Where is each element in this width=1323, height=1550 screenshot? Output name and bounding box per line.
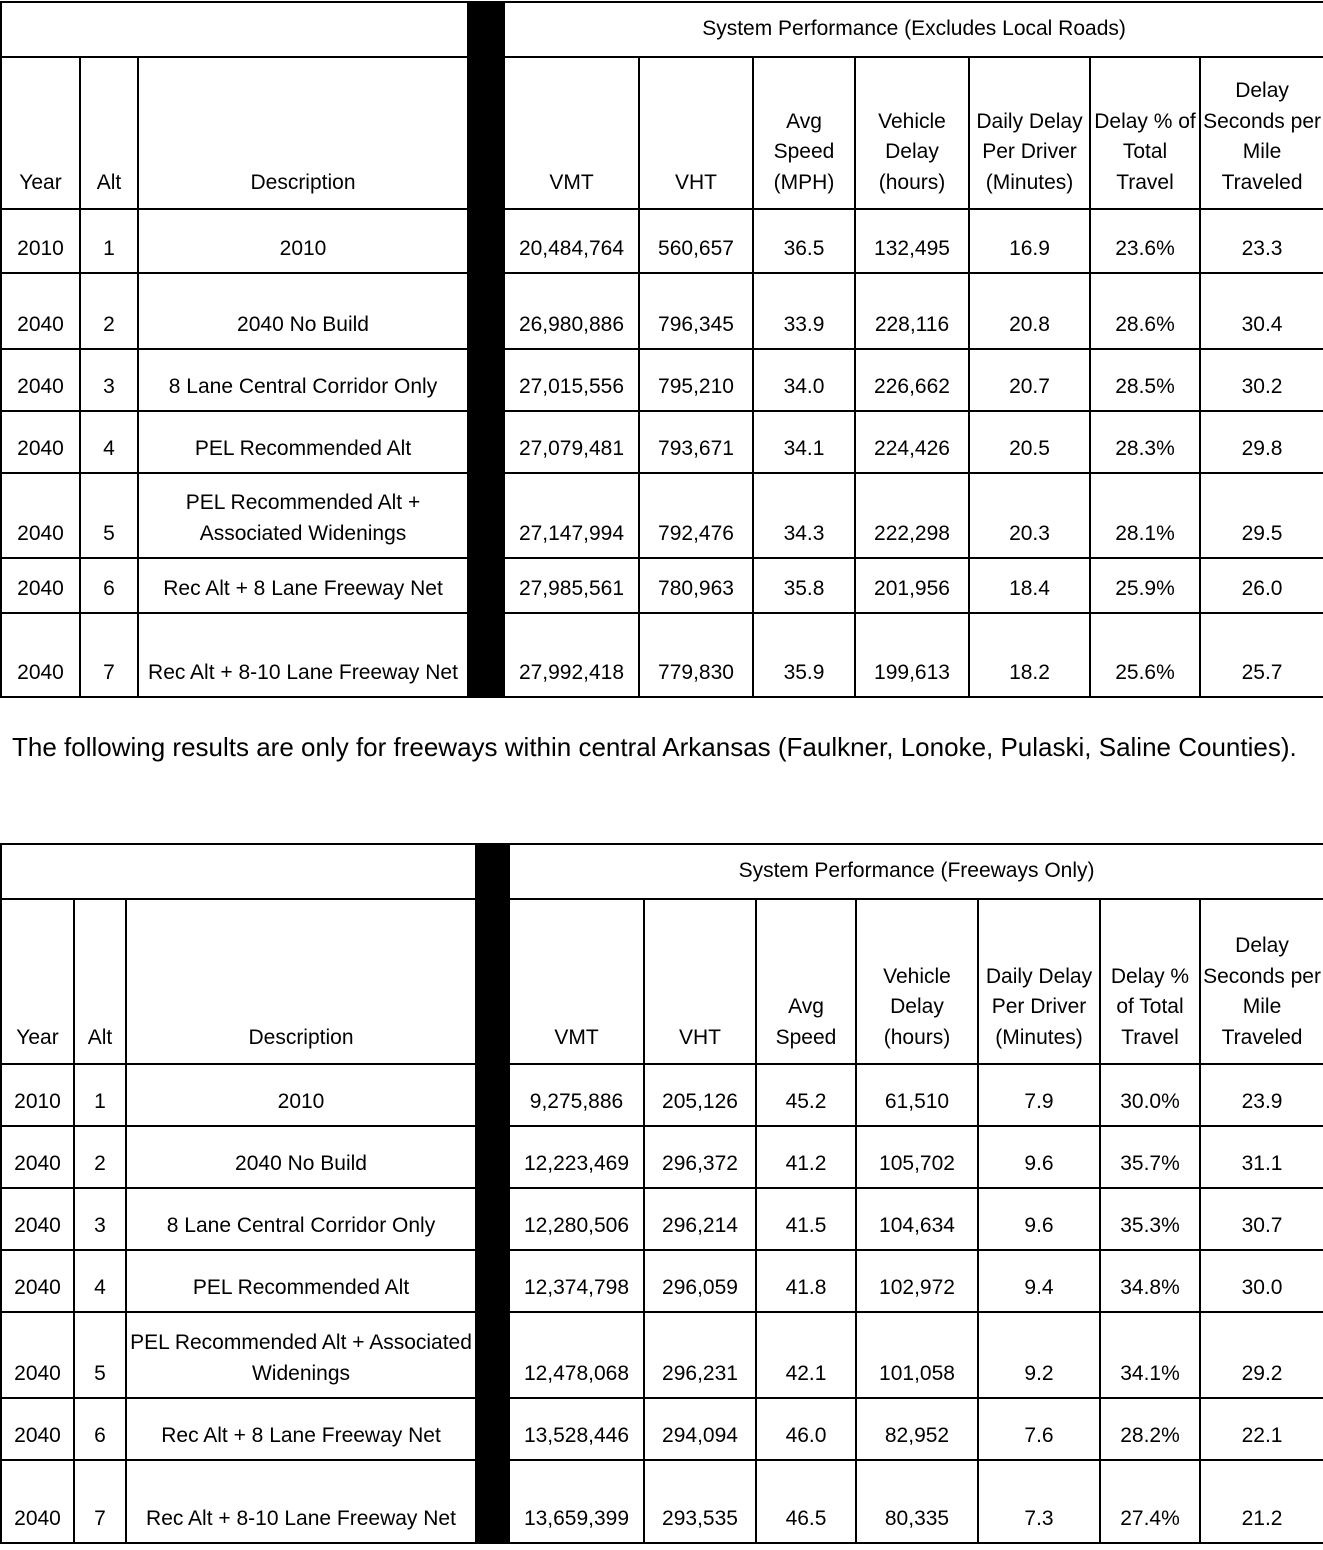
table-row (1, 209, 1323, 273)
table-row (1, 613, 1323, 697)
table-cell: Rec Alt + 8 Lane Freeway Net (126, 1398, 476, 1460)
column-header: Year (1, 899, 74, 1064)
blank-header-cell (1, 844, 476, 899)
table-cell: 2040 (1, 1398, 74, 1460)
table-row (1, 1064, 1323, 1126)
divider-column (468, 473, 504, 558)
table-cell: 41.8 (756, 1250, 856, 1312)
table-cell: 201,956 (855, 558, 969, 613)
table-cell: 28.2% (1100, 1398, 1200, 1460)
table-cell: 102,972 (856, 1250, 978, 1312)
table-row (1, 1250, 1323, 1312)
column-header: Alt (74, 899, 126, 1064)
table-cell: 104,634 (856, 1188, 978, 1250)
divider-column (468, 57, 504, 209)
table-cell: 2040 (1, 273, 80, 349)
divider-column (476, 1064, 509, 1126)
divider-column (476, 1312, 509, 1398)
table-cell: Rec Alt + 8-10 Lane Freeway Net (126, 1460, 476, 1543)
table-cell: 30.2 (1200, 349, 1323, 411)
table-cell: 12,280,506 (509, 1188, 644, 1250)
table-cell: 27,079,481 (504, 411, 639, 473)
divider-column (476, 1460, 509, 1543)
note-text: The following results are only for freeways within central Arkansas (Faulkner, Lonoke, Pulaski, Saline Counties). (12, 732, 1297, 762)
table-cell: 132,495 (855, 209, 969, 273)
table-cell: 45.2 (756, 1064, 856, 1126)
table-cell: PEL Recommended Alt + Associated Widenings (138, 473, 468, 558)
table-cell: 9,275,886 (509, 1064, 644, 1126)
divider-column (468, 613, 504, 697)
table-cell: 23.3 (1200, 209, 1323, 273)
column-header: Delay Seconds per Mile Traveled (1200, 57, 1323, 209)
table-cell: 2040 (1, 473, 80, 558)
divider-column (476, 1398, 509, 1460)
column-header: Daily Delay Per Driver (Minutes) (978, 899, 1100, 1064)
system-performance-table-all-roads (0, 1, 1323, 698)
table-cell: 35.9 (753, 613, 855, 697)
table-cell: 2040 No Build (126, 1126, 476, 1188)
column-header: VHT (639, 57, 753, 209)
table-cell: 34.1% (1100, 1312, 1200, 1398)
table-cell: PEL Recommended Alt + Associated Widenings (126, 1312, 476, 1398)
blank-header-cell (1, 2, 468, 57)
table-cell: 80,335 (856, 1460, 978, 1543)
table-cell: 7 (74, 1460, 126, 1543)
table-cell: 27.4% (1100, 1460, 1200, 1543)
table-cell: 2040 (1, 349, 80, 411)
table-cell: 296,372 (644, 1126, 756, 1188)
table-cell: 6 (80, 558, 138, 613)
table-cell: 4 (74, 1250, 126, 1312)
column-header: VHT (644, 899, 756, 1064)
table-cell: 34.3 (753, 473, 855, 558)
table-cell: 101,058 (856, 1312, 978, 1398)
table-cell: PEL Recommended Alt (138, 411, 468, 473)
table-cell: 30.0 (1200, 1250, 1323, 1312)
table-cell: 13,659,399 (509, 1460, 644, 1543)
table-cell: 33.9 (753, 273, 855, 349)
table-cell: 3 (80, 349, 138, 411)
table-cell: 28.1% (1090, 473, 1200, 558)
divider-column (476, 1250, 509, 1312)
table-cell: 12,478,068 (509, 1312, 644, 1398)
column-header: Vehicle Delay (hours) (855, 57, 969, 209)
column-header: Avg Speed (756, 899, 856, 1064)
table-row (1, 273, 1323, 349)
table-cell: 20,484,764 (504, 209, 639, 273)
table-cell: 20.8 (969, 273, 1090, 349)
table-cell: 5 (74, 1312, 126, 1398)
divider-column (476, 844, 509, 899)
table-cell: 2040 (1, 411, 80, 473)
table-cell: 795,210 (639, 349, 753, 411)
table-cell: 21.2 (1200, 1460, 1323, 1543)
table-cell: 2040 (1, 613, 80, 697)
table-cell: 18.2 (969, 613, 1090, 697)
divider-column (468, 411, 504, 473)
table-row (1, 558, 1323, 613)
table-cell: 41.5 (756, 1188, 856, 1250)
table-cell: 28.3% (1090, 411, 1200, 473)
table-cell: 46.0 (756, 1398, 856, 1460)
table-cell: 27,015,556 (504, 349, 639, 411)
table-cell: 35.8 (753, 558, 855, 613)
table-cell: 792,476 (639, 473, 753, 558)
table-cell: 105,702 (856, 1126, 978, 1188)
table-cell: 293,535 (644, 1460, 756, 1543)
table-cell: 20.3 (969, 473, 1090, 558)
table-cell: 61,510 (856, 1064, 978, 1126)
divider-column (468, 209, 504, 273)
table-cell: Rec Alt + 8-10 Lane Freeway Net (138, 613, 468, 697)
divider-column (476, 1188, 509, 1250)
table-cell: 296,231 (644, 1312, 756, 1398)
table-row (1, 1188, 1323, 1250)
table-row (1, 349, 1323, 411)
table-cell: 2010 (138, 209, 468, 273)
group-header: System Performance (Freeways Only) (509, 844, 1323, 899)
table-cell: 18.4 (969, 558, 1090, 613)
table-cell: 46.5 (756, 1460, 856, 1543)
table-cell: 25.9% (1090, 558, 1200, 613)
table-cell: 23.9 (1200, 1064, 1323, 1126)
table-cell: 779,830 (639, 613, 753, 697)
table-cell: 2040 (1, 1250, 74, 1312)
table-cell: 36.5 (753, 209, 855, 273)
table-cell: 26,980,886 (504, 273, 639, 349)
table-cell: 2040 (1, 558, 80, 613)
column-header: Vehicle Delay (hours) (856, 899, 978, 1064)
table-cell: 1 (80, 209, 138, 273)
column-header: Delay % of Total Travel (1100, 899, 1200, 1064)
table-cell: 1 (74, 1064, 126, 1126)
table-cell: 9.2 (978, 1312, 1100, 1398)
table-cell: 7.9 (978, 1064, 1100, 1126)
table-cell: 560,657 (639, 209, 753, 273)
table-cell: 26.0 (1200, 558, 1323, 613)
column-header: VMT (509, 899, 644, 1064)
table-cell: 2010 (1, 1064, 74, 1126)
table-cell: 796,345 (639, 273, 753, 349)
table-cell: 4 (80, 411, 138, 473)
column-header: Alt (80, 57, 138, 209)
table-cell: 30.4 (1200, 273, 1323, 349)
table-cell: 34.8% (1100, 1250, 1200, 1312)
table-cell: 5 (80, 473, 138, 558)
table-cell: 224,426 (855, 411, 969, 473)
table-cell: 22.1 (1200, 1398, 1323, 1460)
group-header: System Performance (Excludes Local Roads) (504, 2, 1323, 57)
table-row (1, 1398, 1323, 1460)
divider-column (468, 349, 504, 411)
table-cell: 2010 (126, 1064, 476, 1126)
table-cell: 29.8 (1200, 411, 1323, 473)
column-header: Avg Speed (MPH) (753, 57, 855, 209)
column-header: Delay % of Total Travel (1090, 57, 1200, 209)
table-cell: 34.1 (753, 411, 855, 473)
table-cell: 8 Lane Central Corridor Only (126, 1188, 476, 1250)
table-cell: 30.0% (1100, 1064, 1200, 1126)
table-cell: 20.7 (969, 349, 1090, 411)
table-cell: 2040 (1, 1460, 74, 1543)
table-cell: 3 (74, 1188, 126, 1250)
table-cell: 12,374,798 (509, 1250, 644, 1312)
table-cell: 793,671 (639, 411, 753, 473)
table-row (1, 1460, 1323, 1543)
table-cell: 7 (80, 613, 138, 697)
table-cell: 2040 (1, 1312, 74, 1398)
table-cell: 34.0 (753, 349, 855, 411)
table-cell: 6 (74, 1398, 126, 1460)
divider-column (468, 558, 504, 613)
table-cell: 7.3 (978, 1460, 1100, 1543)
table-cell: PEL Recommended Alt (126, 1250, 476, 1312)
column-header: VMT (504, 57, 639, 209)
table-cell: 25.7 (1200, 613, 1323, 697)
table-cell: 2040 (1, 1188, 74, 1250)
table-cell: 222,298 (855, 473, 969, 558)
table-cell: 35.7% (1100, 1126, 1200, 1188)
table-cell: 296,214 (644, 1188, 756, 1250)
table-row (1, 1126, 1323, 1188)
table-cell: 30.7 (1200, 1188, 1323, 1250)
table-cell: 27,147,994 (504, 473, 639, 558)
table-cell: 29.5 (1200, 473, 1323, 558)
table-cell: 13,528,446 (509, 1398, 644, 1460)
table-cell: 27,985,561 (504, 558, 639, 613)
table-cell: 9.6 (978, 1126, 1100, 1188)
table-cell: 29.2 (1200, 1312, 1323, 1398)
divider-column (476, 1126, 509, 1188)
table-cell: 2040 No Build (138, 273, 468, 349)
table-cell: 2 (80, 273, 138, 349)
column-header: Year (1, 57, 80, 209)
table-cell: 2 (74, 1126, 126, 1188)
table-cell: 23.6% (1090, 209, 1200, 273)
table-cell: 199,613 (855, 613, 969, 697)
table-cell: 296,059 (644, 1250, 756, 1312)
table-cell: 41.2 (756, 1126, 856, 1188)
table-row (1, 411, 1323, 473)
table-cell: 28.5% (1090, 349, 1200, 411)
table-cell: 42.1 (756, 1312, 856, 1398)
table-cell: 9.6 (978, 1188, 1100, 1250)
table-cell: 25.6% (1090, 613, 1200, 697)
table-cell: 28.6% (1090, 273, 1200, 349)
system-performance-table-freeways (0, 843, 1323, 1544)
table-row (1, 473, 1323, 558)
table-cell: 27,992,418 (504, 613, 639, 697)
table-cell: 2040 (1, 1126, 74, 1188)
column-header: Description (138, 57, 468, 209)
column-header: Delay Seconds per Mile Traveled (1200, 899, 1323, 1064)
table-cell: 12,223,469 (509, 1126, 644, 1188)
table-cell: 2010 (1, 209, 80, 273)
table-cell: Rec Alt + 8 Lane Freeway Net (138, 558, 468, 613)
divider-column (476, 899, 509, 1064)
table-cell: 35.3% (1100, 1188, 1200, 1250)
column-header: Daily Delay Per Driver (Minutes) (969, 57, 1090, 209)
column-header: Description (126, 899, 476, 1064)
table-cell: 294,094 (644, 1398, 756, 1460)
table-cell: 205,126 (644, 1064, 756, 1126)
table-cell: 31.1 (1200, 1126, 1323, 1188)
table-cell: 16.9 (969, 209, 1090, 273)
table-cell: 7.6 (978, 1398, 1100, 1460)
table-cell: 228,116 (855, 273, 969, 349)
divider-column (468, 2, 504, 57)
table-cell: 82,952 (856, 1398, 978, 1460)
table-cell: 780,963 (639, 558, 753, 613)
table-cell: 9.4 (978, 1250, 1100, 1312)
table-row (1, 1312, 1323, 1398)
table-cell: 20.5 (969, 411, 1090, 473)
table-cell: 8 Lane Central Corridor Only (138, 349, 468, 411)
divider-column (468, 273, 504, 349)
table-cell: 226,662 (855, 349, 969, 411)
